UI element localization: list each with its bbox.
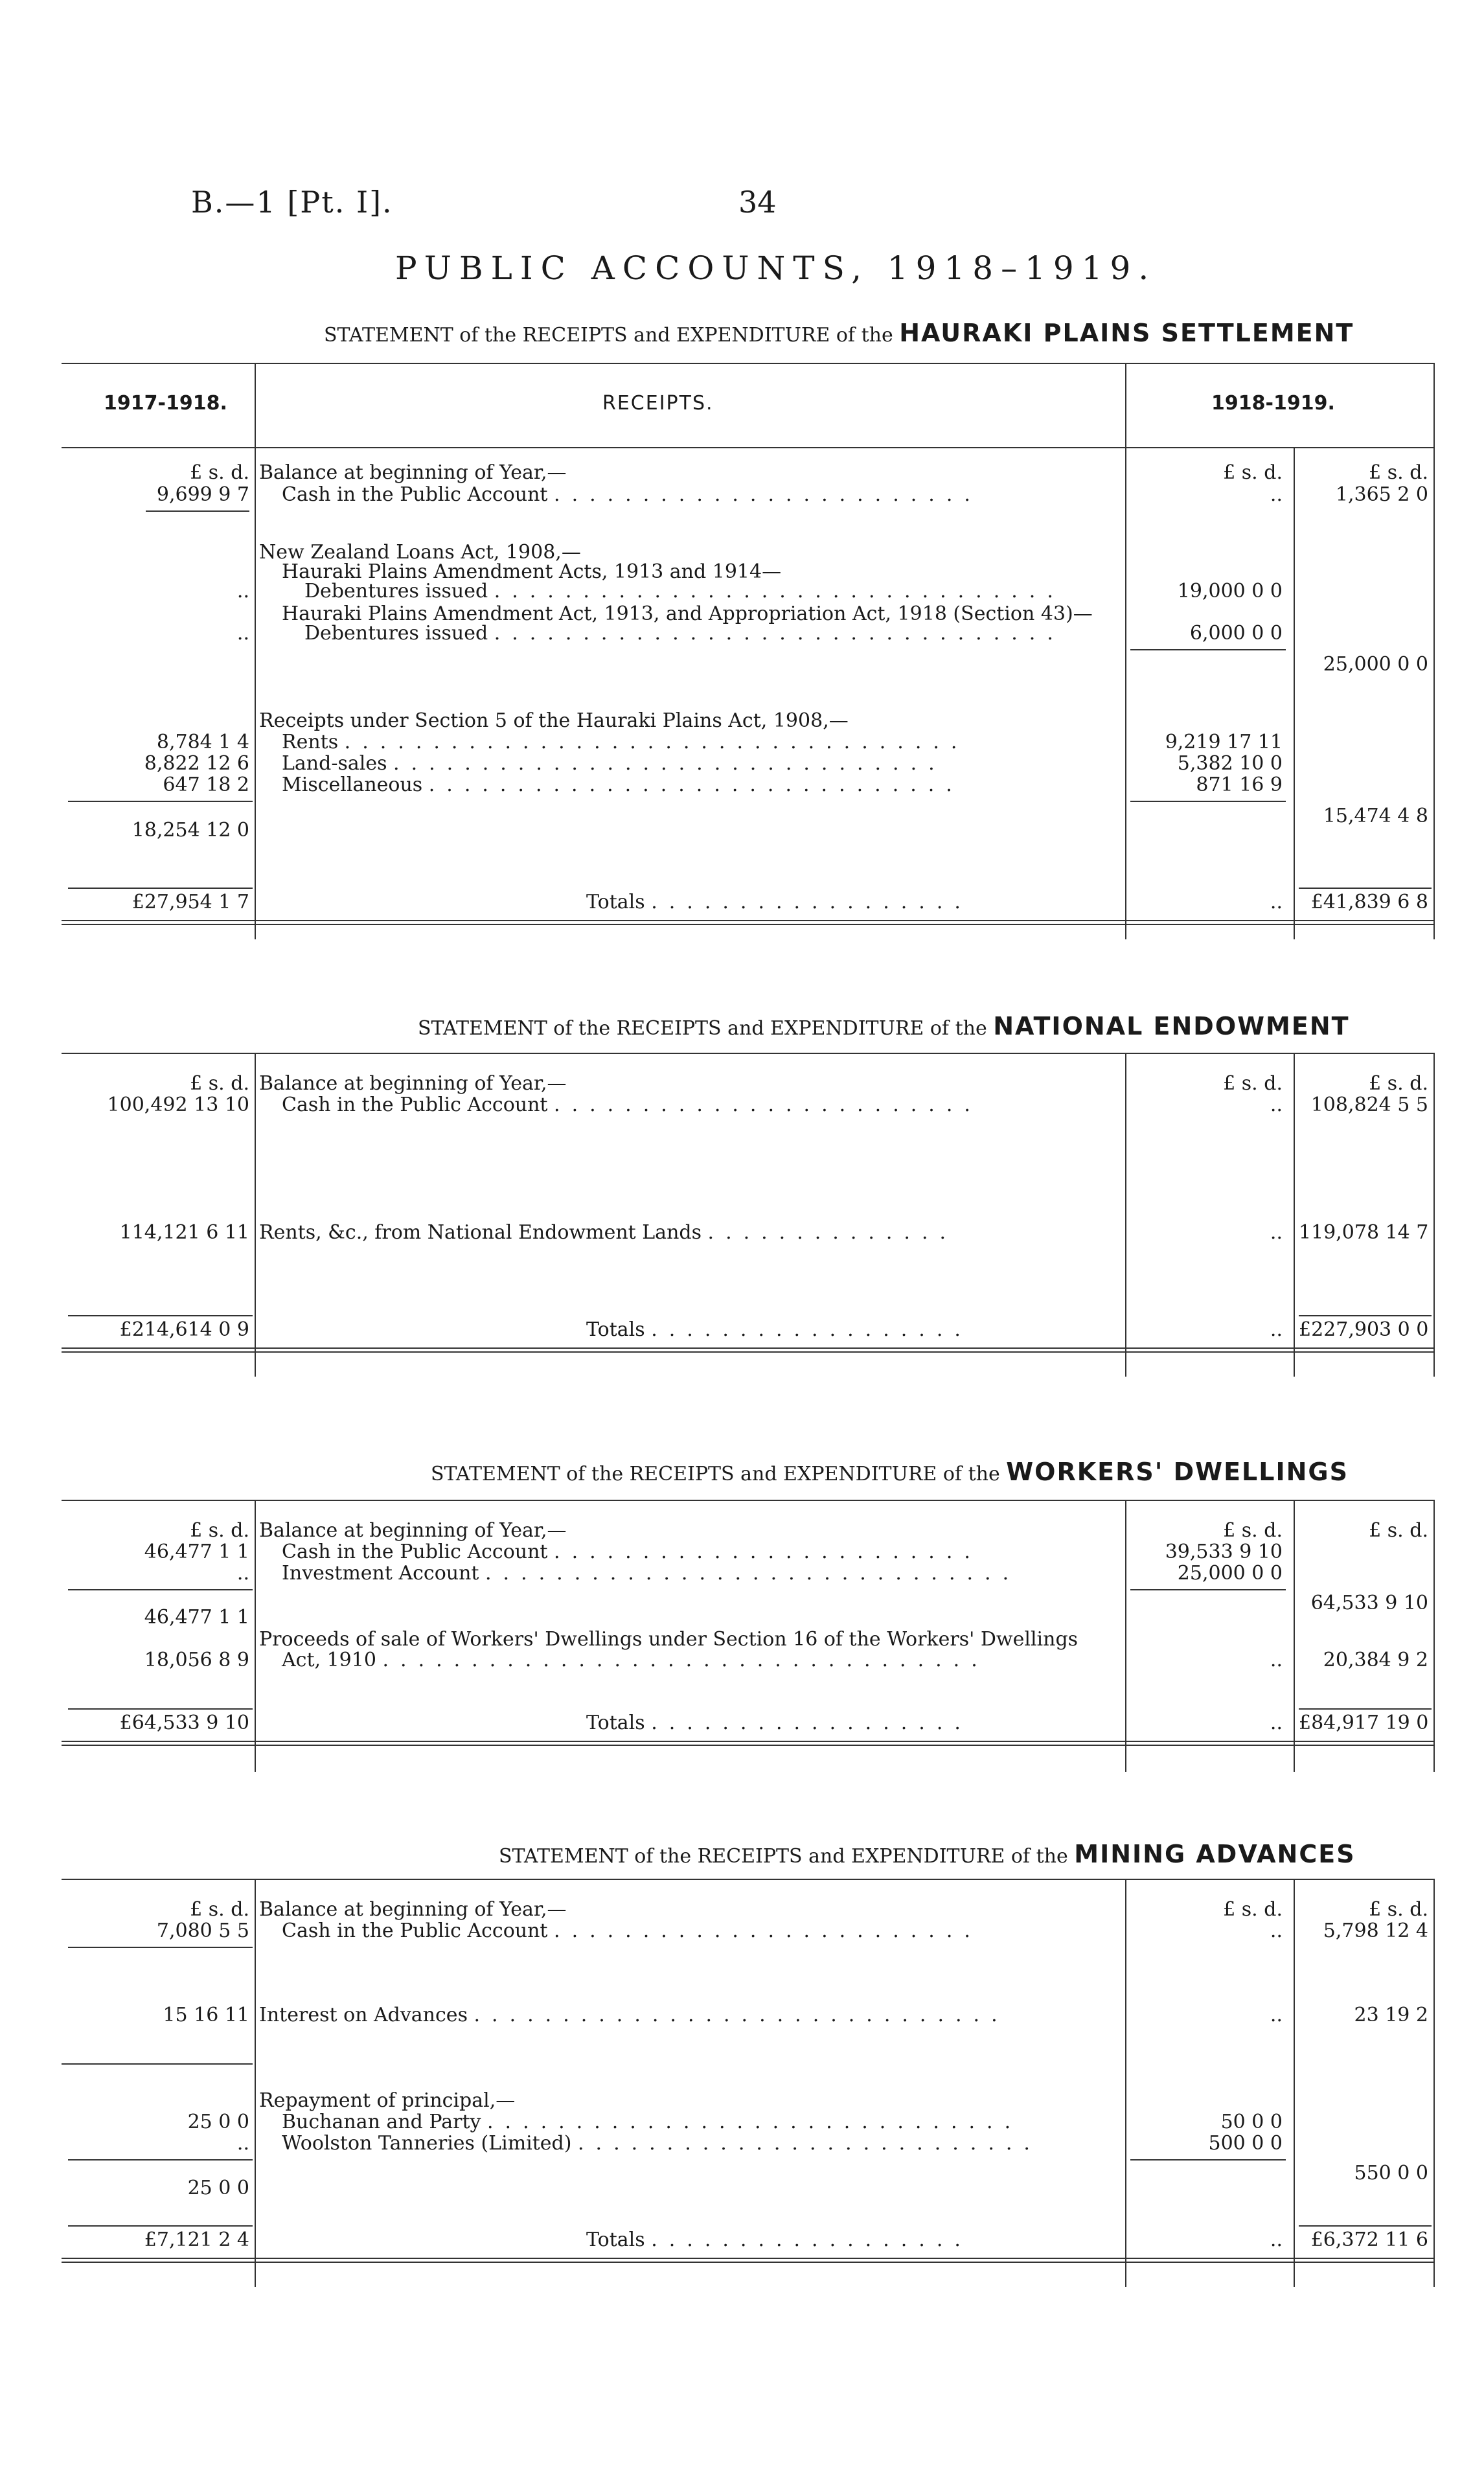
units-row	[62, 1898, 1435, 1921]
double-rule	[62, 1741, 1435, 1746]
rule	[1130, 801, 1286, 802]
rule	[1130, 2159, 1286, 2160]
proceeds-label: Proceeds of sale of Workers' Dwellings under Section 16 of the Workers' Dwellings	[259, 1628, 1079, 1651]
table-row	[62, 1649, 1435, 1672]
balance-label: Balance at beginning of Year,—	[259, 461, 567, 484]
buch-inner: 50 0 0	[1220, 2111, 1283, 2133]
interest-total: 23 19 2	[1354, 2004, 1428, 2026]
totals-prev: £27,954 1 7	[131, 891, 249, 913]
misc-label: Miscellaneous ..............................	[259, 774, 1121, 797]
units-prev: £ s. d.	[190, 1898, 249, 1921]
cash-inner: ..	[1270, 1920, 1283, 1942]
table-row	[62, 1628, 1435, 1651]
totals-prev: £64,533 9 10	[119, 1712, 249, 1734]
rule	[1130, 649, 1286, 650]
balance-total: 64,533 9 10	[1310, 1592, 1428, 1614]
table-row	[62, 2089, 1435, 2113]
invest-prev: ..	[236, 1562, 249, 1585]
cash-prev: 9,699 9 7	[156, 483, 249, 506]
buch-prev: 25 0 0	[187, 2111, 249, 2133]
table-row	[62, 1606, 1435, 1629]
cash-inner: ..	[1270, 483, 1283, 506]
interest-inner: ..	[1270, 2004, 1283, 2026]
rule	[68, 1315, 253, 1316]
land-label-text: Land-sales	[282, 752, 387, 775]
totals-label-text: Totals	[586, 1712, 645, 1734]
deb1-label: Debentures issued ................................	[259, 580, 1121, 603]
rents-total: 119,078 14 7	[1299, 1221, 1429, 1244]
cash-total: 108,824 5 5	[1310, 1094, 1428, 1116]
units-prev: £ s. d.	[190, 461, 249, 484]
rule	[1299, 1315, 1432, 1316]
rents-prev: 8,784 1 4	[156, 731, 249, 753]
totals-inner: ..	[1270, 2229, 1283, 2251]
page-title: PUBLIC ACCOUNTS, 1918–1919.	[395, 249, 1157, 287]
table-row	[62, 2177, 1435, 2200]
totals-label-text: Totals	[586, 2229, 645, 2251]
col-head-receipts: RECEIPTS.	[602, 392, 714, 415]
totals-row	[62, 2229, 1435, 2252]
statement-account-name: HAURAKI PLAINS SETTLEMENT	[899, 319, 1354, 347]
deb2-inner: 6,000 0 0	[1189, 622, 1283, 645]
table-row	[62, 1094, 1435, 1117]
totals-total: £84,917 19 0	[1299, 1712, 1429, 1734]
units-row	[62, 461, 1435, 485]
cash-label-text: Cash in the Public Account	[282, 1920, 548, 1942]
table-row	[62, 1221, 1435, 1244]
proceeds-total: 20,384 9 2	[1323, 1649, 1428, 1671]
statement-heading-national	[418, 1012, 1350, 1040]
cash-label-text: Cash in the Public Account	[282, 483, 548, 506]
cash-inner: ..	[1270, 1094, 1283, 1116]
rule	[1299, 888, 1432, 889]
cash-total: 5,798 12 4	[1323, 1920, 1428, 1942]
col-divider	[1294, 447, 1295, 939]
units-inner: £ s. d.	[1223, 1072, 1283, 1095]
statement-account-name: WORKERS' DWELLINGS	[1006, 1458, 1349, 1486]
rule	[68, 801, 253, 802]
wool-label: Woolston Tanneries (Limited) ..........................	[259, 2132, 1121, 2155]
totals-prev: £214,614 0 9	[119, 1318, 249, 1341]
totals-inner: ..	[1270, 891, 1283, 913]
statement-prefix: STATEMENT of the RECEIPTS and EXPENDITURE of the	[431, 1463, 1000, 1485]
proceeds-label2-text: Act, 1910	[282, 1649, 376, 1671]
misc-inner: 871 16 9	[1196, 774, 1283, 796]
repay-label: Repayment of principal,—	[259, 2089, 516, 2112]
table-row	[62, 1920, 1435, 1943]
receipts-prev-sum: 18,254 12 0	[131, 819, 249, 842]
statement-prefix: STATEMENT of the RECEIPTS and EXPENDITURE of the	[324, 324, 893, 347]
rents-label: Rents ...................................	[259, 731, 1121, 754]
cash-prev: 7,080 5 5	[156, 1920, 249, 1942]
repay-total: 550 0 0	[1354, 2162, 1428, 2184]
table-row	[62, 731, 1435, 754]
misc-label-text: Miscellaneous	[282, 774, 423, 796]
wool-prev: ..	[236, 2132, 249, 2155]
col-divider	[1433, 363, 1435, 939]
statement-account-name: MINING ADVANCES	[1074, 1840, 1356, 1868]
totals-total: £6,372 11 6	[1310, 2229, 1428, 2251]
statement-heading-mining	[499, 1840, 1356, 1868]
table-row	[62, 2132, 1435, 2155]
balance-prev-sum: 46,477 1 1	[144, 1606, 249, 1629]
totals-inner: ..	[1270, 1712, 1283, 1734]
interest-prev: 15 16 11	[163, 2004, 249, 2026]
rule	[1299, 1708, 1432, 1710]
page-number: 34	[738, 185, 777, 220]
totals-label: Totals ..................	[259, 2229, 1121, 2252]
units-inner: £ s. d.	[1223, 1898, 1283, 1921]
deb1-label-text: Debentures issued	[304, 580, 488, 602]
totals-label: Totals ..................	[259, 1318, 1121, 1342]
land-inner: 5,382 10 0	[1177, 752, 1283, 775]
units-total: £ s. d.	[1369, 1519, 1428, 1542]
deb2-label: Debentures issued ................................	[259, 622, 1121, 645]
deb2-prev: ..	[236, 622, 249, 645]
statement-account-name: NATIONAL ENDOWMENT	[993, 1012, 1350, 1040]
statement-heading-hauraki	[324, 319, 1354, 347]
proceeds-inner: ..	[1270, 1649, 1283, 1671]
rule	[1130, 1589, 1286, 1590]
interest-label-text: Interest on Advances	[259, 2004, 468, 2026]
rule	[62, 363, 1435, 364]
cash-label-text: Cash in the Public Account	[282, 1541, 548, 1563]
land-label: Land-sales ...............................	[259, 752, 1121, 775]
cash-total: 1,365 2 0	[1335, 483, 1428, 506]
rule	[62, 2063, 253, 2065]
table-row	[62, 1541, 1435, 1564]
totals-total: £41,839 6 8	[1310, 891, 1428, 913]
deb1-prev: ..	[236, 580, 249, 602]
table-row	[62, 819, 1435, 842]
cash-label: Cash in the Public Account ........................	[259, 483, 1121, 507]
cash-label-text: Cash in the Public Account	[282, 1094, 548, 1116]
col-head-1918: 1918-1919.	[1211, 392, 1335, 415]
table-row	[62, 622, 1435, 645]
totals-row	[62, 1318, 1435, 1342]
loans-total: 25,000 0 0	[1323, 653, 1428, 676]
units-prev: £ s. d.	[190, 1072, 249, 1095]
invest-inner: 25,000 0 0	[1177, 1562, 1283, 1585]
cash-prev: 100,492 13 10	[107, 1094, 249, 1116]
statement-prefix: STATEMENT of the RECEIPTS and EXPENDITURE of the	[418, 1017, 987, 1040]
deb1-inner: 19,000 0 0	[1177, 580, 1283, 602]
amend2-label: Hauraki Plains Amendment Act, 1913, and Appropriation Act, 1918 (Section 43)—	[282, 602, 1093, 625]
rule	[62, 447, 1435, 448]
totals-label-text: Totals	[586, 1318, 645, 1341]
buch-label: Buchanan and Party ..............................	[259, 2111, 1121, 2134]
workers-table	[62, 1500, 1435, 1778]
totals-prev: £7,121 2 4	[144, 2229, 249, 2251]
col-head-1917: 1917-1918.	[104, 392, 227, 415]
totals-total: £227,903 0 0	[1299, 1318, 1429, 1341]
totals-row	[62, 1712, 1435, 1735]
balance-label: Balance at beginning of Year,—	[259, 1898, 567, 1921]
table-row	[62, 752, 1435, 775]
col-divider	[255, 363, 256, 939]
statement-heading-workers	[431, 1458, 1349, 1486]
double-rule	[62, 920, 1435, 925]
wool-label-text: Woolston Tanneries (Limited)	[282, 2132, 572, 2155]
proceeds-label-cont: Act, 1910 ..................................	[259, 1649, 1121, 1672]
loans-label: New Zealand Loans Act, 1908,—	[259, 541, 581, 564]
national-table	[62, 1053, 1435, 1383]
totals-label: Totals ..................	[259, 1712, 1121, 1735]
rule	[68, 2159, 253, 2160]
mining-table	[62, 1879, 1435, 2293]
amend1-label: Hauraki Plains Amendment Acts, 1913 and 1914—	[282, 560, 782, 583]
units-total: £ s. d.	[1369, 461, 1428, 484]
units-row	[62, 1072, 1435, 1095]
rule	[1299, 2225, 1432, 2227]
rule	[146, 510, 249, 512]
table-row	[62, 774, 1435, 797]
table-row	[62, 2004, 1435, 2027]
totals-label: Totals ..................	[259, 891, 1121, 914]
receipts-label: Receipts under Section 5 of the Hauraki Plains Act, 1908,—	[259, 709, 849, 732]
interest-label: Interest on Advances ..............................	[259, 2004, 1009, 2026]
repay-prev-sum: 25 0 0	[187, 2177, 249, 2199]
receipts-total: 15,474 4 8	[1323, 805, 1428, 827]
totals-label-text: Totals	[586, 891, 645, 913]
table-row	[62, 483, 1435, 507]
totals-inner: ..	[1270, 1318, 1283, 1341]
table-row	[62, 1562, 1435, 1585]
land-prev: 8,822 12 6	[144, 752, 249, 775]
units-total: £ s. d.	[1369, 1072, 1428, 1095]
units-prev: £ s. d.	[190, 1519, 249, 1542]
cash-label: Cash in the Public Account ........................	[259, 1541, 1121, 1564]
cash-label: Cash in the Public Account ........................	[259, 1920, 1121, 1943]
document-reference: B.—1 [Pt. I].	[191, 185, 393, 220]
col-divider	[1125, 363, 1126, 939]
rents-inner: ..	[1270, 1221, 1283, 1244]
wool-inner: 500 0 0	[1208, 2132, 1283, 2155]
rents-label: Rents, &c., from National Endowment Lands ..............	[259, 1221, 958, 1244]
statement-prefix: STATEMENT of the RECEIPTS and EXPENDITURE of the	[499, 1845, 1068, 1868]
table-row	[62, 2111, 1435, 2134]
rule	[62, 1053, 1435, 1054]
cash-label: Cash in the Public Account ........................	[259, 1094, 1121, 1117]
rule	[62, 1879, 1435, 1880]
balance-label: Balance at beginning of Year,—	[259, 1519, 567, 1542]
double-rule	[62, 2258, 1435, 2263]
rule	[68, 1947, 253, 1948]
units-inner: £ s. d.	[1223, 1519, 1283, 1542]
buch-label-text: Buchanan and Party	[282, 2111, 481, 2133]
table-row	[62, 580, 1435, 603]
rule	[68, 1589, 253, 1590]
invest-label-text: Investment Account	[282, 1562, 479, 1585]
rule	[62, 1500, 1435, 1501]
rents-inner: 9,219 17 11	[1165, 731, 1283, 753]
units-row	[62, 1519, 1435, 1542]
rents-label-text: Rents, &c., from National Endowment Lands	[259, 1221, 702, 1244]
cash-inner: 39,533 9 10	[1165, 1541, 1283, 1563]
hauraki-table	[62, 363, 1435, 949]
cash-prev: 46,477 1 1	[144, 1541, 249, 1563]
rule	[68, 888, 253, 889]
table-row	[62, 653, 1435, 676]
rule	[68, 2225, 253, 2227]
double-rule	[62, 1347, 1435, 1353]
deb2-label-text: Debentures issued	[304, 622, 488, 645]
table-row	[62, 709, 1435, 733]
units-inner: £ s. d.	[1223, 461, 1283, 484]
misc-prev: 647 18 2	[163, 774, 249, 796]
balance-label: Balance at beginning of Year,—	[259, 1072, 567, 1095]
invest-label: Investment Account ..............................	[259, 1562, 1121, 1585]
units-total: £ s. d.	[1369, 1898, 1428, 1921]
rents-prev: 114,121 6 11	[119, 1221, 249, 1244]
rule	[68, 1708, 253, 1710]
proceeds-prev: 18,056 8 9	[144, 1649, 249, 1671]
totals-row	[62, 891, 1435, 914]
rents-label-text: Rents	[282, 731, 339, 753]
